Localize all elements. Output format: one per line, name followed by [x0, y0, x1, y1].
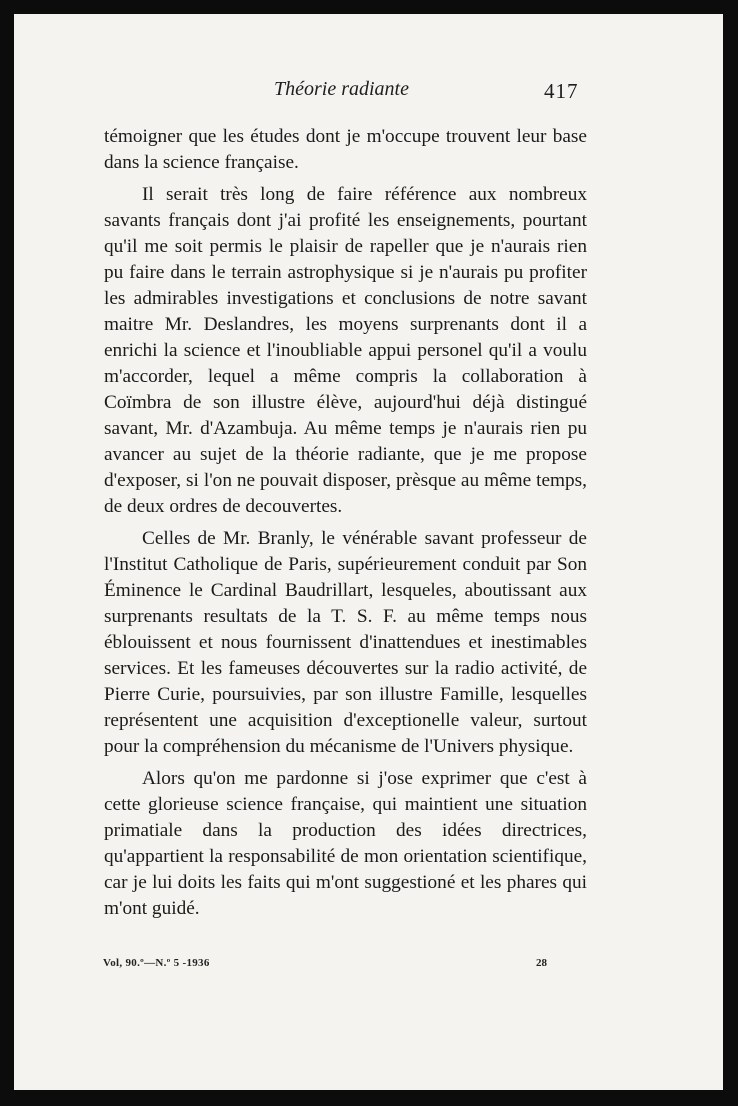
- body-text: [104, 124, 587, 928]
- paragraph: Celles de Mr. Branly, le vénérable savant professeur de l'Institut Catholique de Paris, supérieurement conduit par Son Éminence le Cardinal Baudrillart, lesqueles, aboutissant aux surprenants resultats de la T. S. F. au même temps nous éblouissent et nous fournissent d'inattendues et inestimables services. Et les fameuses découvertes sur la radio activité, de Pierre Curie, poursuivies, par son illustre Famille, lesquelles représentent une acquisition d'exceptionelle valeur, surtout pour la compréhension du mécanisme de l'Univers physique.: [104, 528, 587, 757]
- signature-mark: 28: [536, 957, 547, 969]
- page-number: 417: [544, 79, 579, 103]
- running-head: [14, 76, 723, 106]
- book-page: [14, 14, 723, 1090]
- paragraph-continuation: témoigner que les études dont je m'occupe trouvent leur base dans la science française.: [104, 126, 587, 173]
- running-title: Théorie radiante: [274, 78, 409, 100]
- paragraph: Il serait très long de faire référence aux nombreux savants français dont j'ai profité les enseignements, pourtant qu'il me soit permis le plaisir de rapeller que je n'aurais rien pu faire dans le terrain astrophysique si je n'aurais pu profiter les admirables investigations et conclusions de notre savant maitre Mr. Deslandres, les moyens surprenants dont il a enrichi la science et l'inoubliable appui personel qu'il a voulu m'accorder, lequel a même compris la collaboration à Coïmbra de son illustre élève, aujourd'hui déjà distingué savant, Mr. d'Azambuja. Au même temps je n'aurais rien pu avancer au sujet de la théorie radiante, que je me propose d'exposer, si l'on ne pouvait disposer, prèsque au même temps, de deux ordres de decouvertes.: [104, 184, 587, 517]
- paragraph: Alors qu'on me pardonne si j'ose exprimer que c'est à cette glorieuse science française, qui maintient une situation primatiale dans la production des idées directrices, qu'appartient la responsabilité de mon orientation scientifique, car je lui doits les faits qui m'ont suggestioné et les phares qui m'ont guidé.: [104, 768, 587, 919]
- volume-line: Vol, 90.º—N.º 5 -1936: [103, 957, 210, 969]
- page-footer: [14, 957, 723, 977]
